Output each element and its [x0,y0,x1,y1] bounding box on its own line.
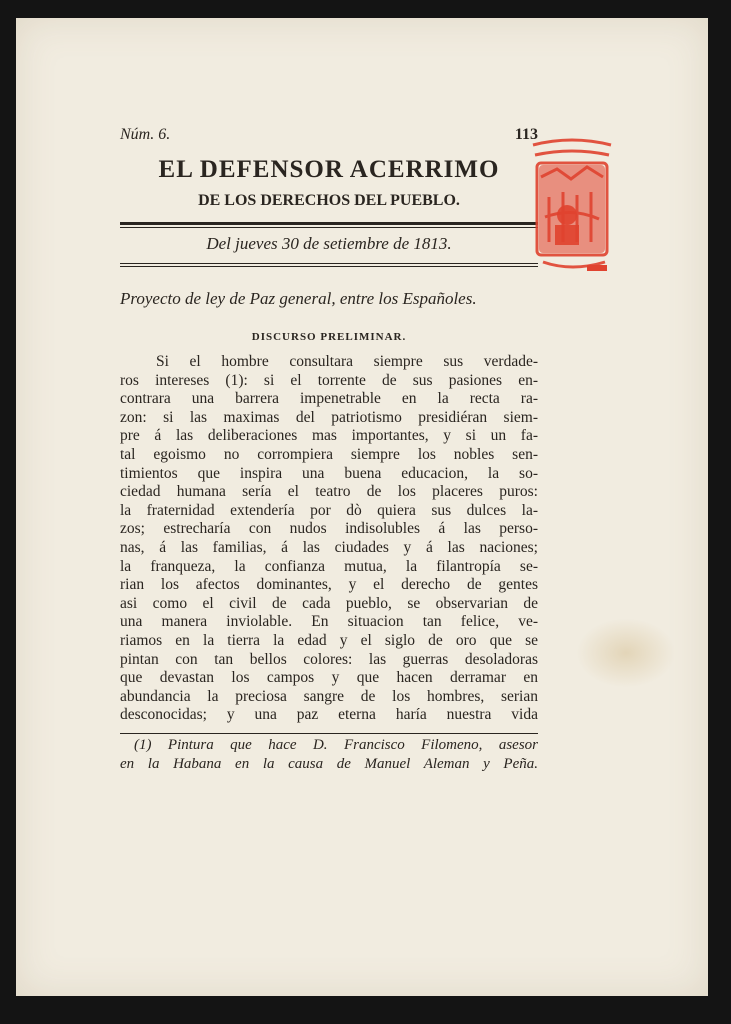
body-line: riamos en la tierra la edad y el siglo de oro que se [120,631,538,649]
body-line: zon: si las maximas del patriotismo presidiéran siem- [120,408,538,426]
footnote-rule [120,733,538,734]
section-title: Proyecto de ley de Paz general, entre los Españoles. [120,289,477,308]
body-line: nas, á las familias, á las ciudades y á las naciones; [120,538,538,556]
municipal-stamp-icon [527,137,617,275]
body-line: timientos que inspira una buena educacion, la so- [120,464,538,482]
text-column [120,126,538,774]
body-line: abundancia la preciosa sangre de los hombres, serian [120,687,538,705]
body-line: desconocidas; y una paz eterna haría nuestra vida [120,706,538,724]
issue-number: Núm. 6. [120,126,171,143]
body-line: que devastan los campos y que hacen derramar en [120,669,538,687]
body-text [120,353,538,725]
body-line: ciedad humana sería el teatro de los placeres puros: [120,483,538,501]
newspaper-title: EL DEFENSOR ACERRIMO [158,156,500,183]
date-rule [120,263,538,267]
body-line: pintan con tan bellos colores: las guerras desoladoras [120,650,538,668]
page-number: 113 [514,126,538,143]
body-line: la franqueza, la confianza mutua, la filantropía se- [120,557,538,575]
body-line: pre á las deliberaciones mas importantes, y si un fa- [120,427,538,445]
body-line: rian los afectos dominantes, y el derecho de gentes [120,576,538,594]
body-line: ros intereses (1): si el torrente de sus pasiones en- [120,371,538,389]
masthead-top-line [120,126,538,154]
header-rule [120,222,538,225]
body-line: zos; estrecharía con nudos indisolubles á las perso- [120,520,538,538]
body-line: una manera inviolable. En situacion tan felice, ve- [120,613,538,631]
body-line: Si el hombre consultara siempre sus verdade- [156,353,538,370]
newspaper-subtitle: DE LOS DERECHOS DEL PUEBLO. [198,192,460,209]
footnote-line: en la Habana en la causa de Manuel Aleman y Peña. [120,755,538,772]
issue-date: Del jueves 30 de setiembre de 1813. [206,234,452,253]
footnote-line: (1) Pintura que hace D. Francisco Filomeno, asesor [134,736,538,753]
body-line: tal egoismo no corrompiera siempre los nobles sen- [120,445,538,463]
body-line: asi como el civil de cada pueblo, se observarian de [120,594,538,612]
body-line: la fraternidad extendería por dò quiera sus dulces la- [120,501,538,519]
discourse-title: DISCURSO PRELIMINAR. [251,331,407,343]
body-line: contrara una barrera impenetrable en la recta ra- [120,390,538,408]
